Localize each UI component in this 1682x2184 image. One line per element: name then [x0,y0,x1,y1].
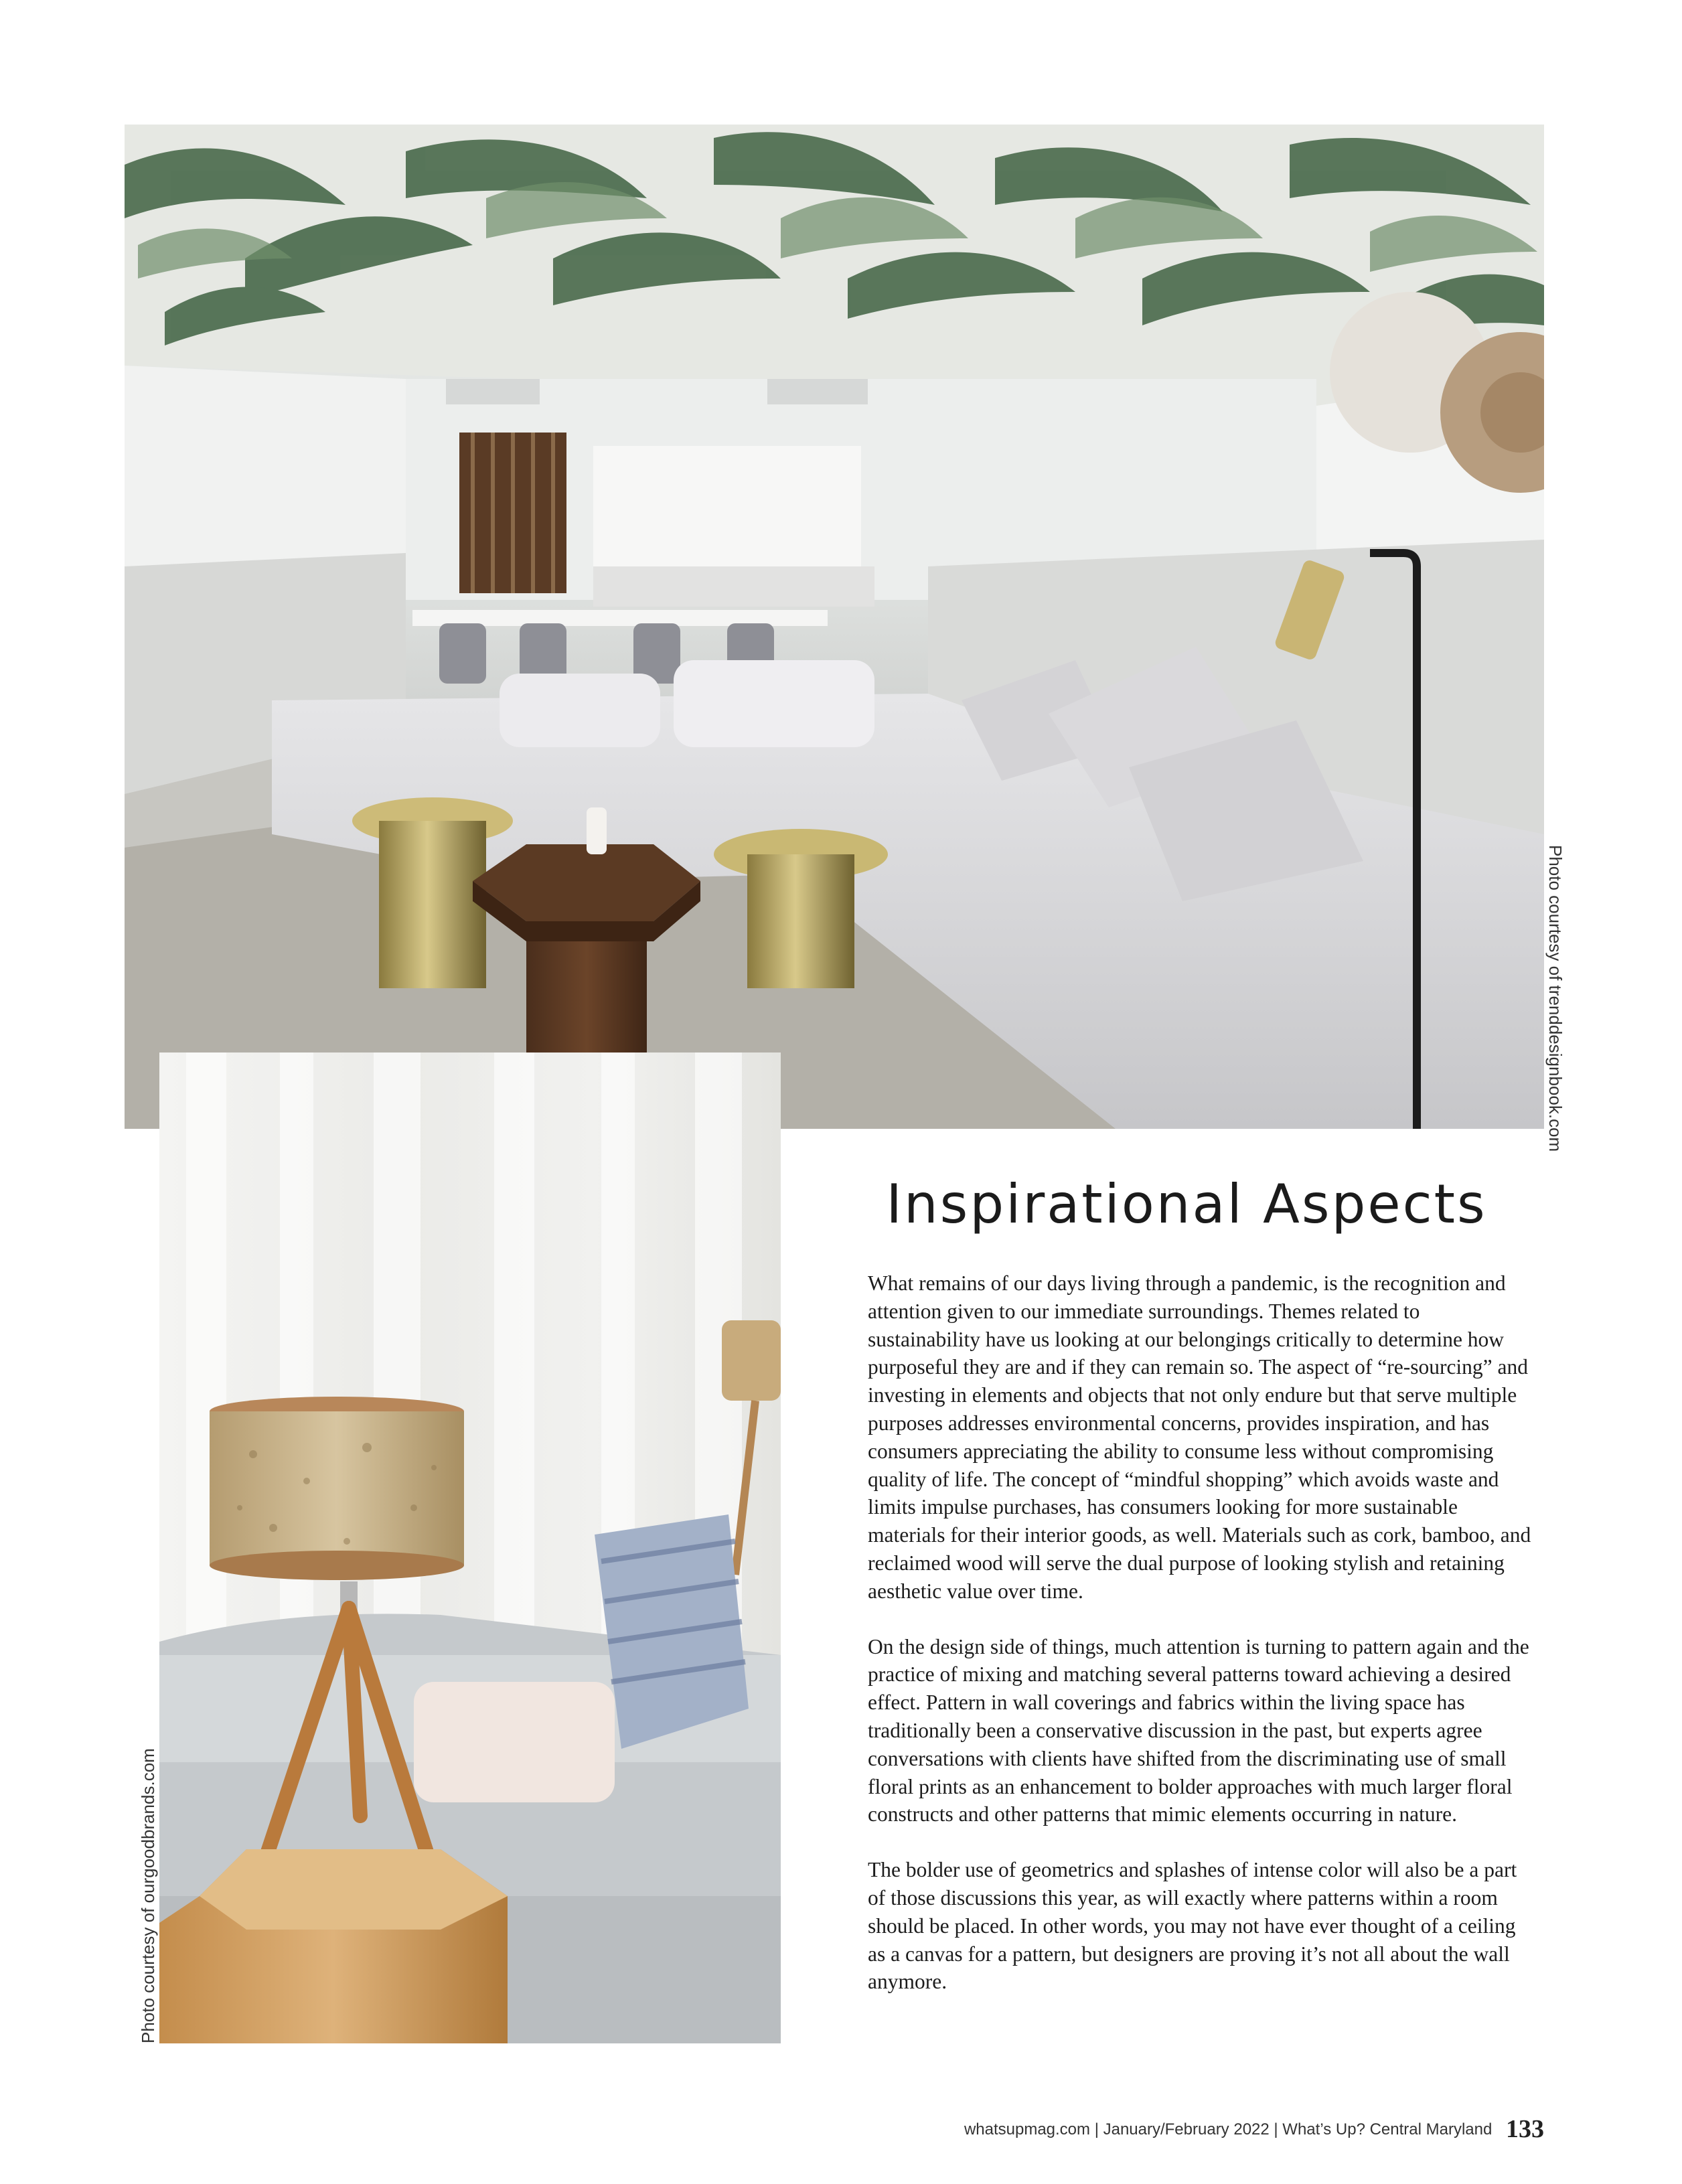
page-footer [870,2114,1544,2144]
article-body [868,1269,1537,2023]
photo-credit-trenddesignbook: Photo courtesy of trenddesignbook.com [1545,845,1565,1152]
article-heading: Inspirational Aspects [886,1173,1487,1235]
footer-text: whatsupmag.com | January/February 2022 | What’s Up? Central Maryland [964,2120,1493,2138]
photo-credit-ourgoodbrands: Photo courtesy of ourgoodbrands.com [138,1748,158,2043]
article-paragraph-2: On the design side of things, much attention is turning to pattern again and the practice of mixing and matching several patterns toward achieving a desired effect. Pattern in wall coverings and fabrics within the living space has traditionally been a conservative discussion in the past, but experts agree conversations with clients have shifted from the discriminating use of small floral prints as an enhancement to bolder approaches with much larger floral constructs and other patterns that mimic elements occurring in nature. [868,1634,1529,1826]
living-room-photo [125,125,1544,1129]
article-paragraph-3: The bolder use of geometrics and splashes of intense color will also be a part of those discussions this year, as will exactly where patterns within a room should be placed. In other words, you may not have ever thought of a ceiling as a canvas for a pattern, but designers are proving it’s not all about the wall anymore. [868,1858,1517,1994]
living-room-illustration [125,125,1544,1129]
lamp-photo [159,1052,781,2043]
article-paragraph-1: What remains of our days living through a pandemic, is the recognition and attention given to our immediate surroundings. Themes related to sustainability have us looking at our belongings critically to determine how purposeful they are and if they can remain so. The aspect of “re-sourcing” and investing in elements and objects that not only endure but that serve multiple purposes addresses environmental concerns, provides inspiration, and has consumers appreciating the ability to consume less without compromising quality of life. The concept of “mindful shopping” which avoids waste and limits impulse purchases, has consumers looking for more sustainable materials for their interior goods, as well. Materials such as cork, bamboo, and reclaimed wood will serve the dual purpose of looking stylish and retaining aesthetic value over time. [868,1271,1531,1603]
page-number: 133 [1506,2115,1544,2143]
lamp-illustration [159,1052,781,2043]
